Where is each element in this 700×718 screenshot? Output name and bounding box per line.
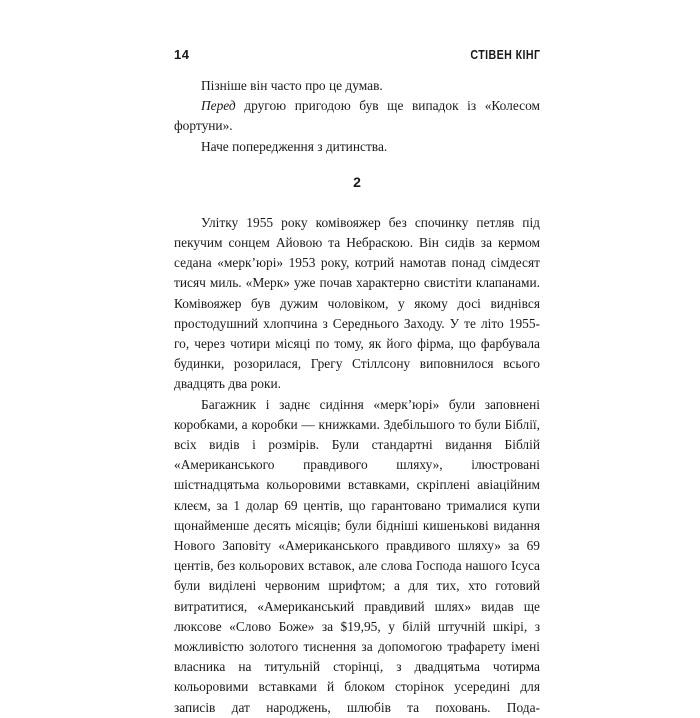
intro-paragraph-1: Пізніше він часто про це думав. (201, 78, 383, 93)
chapter-paragraph-1: Улітку 1955 року комівояжер без спочинку петляв під пекучим сонцем Айовою та Небраскою. Він сидів за кермом седана «мерк’юрі» 1953 року, котрий намотав понад сімдесят тисяч миль. «Мерк» уже почав характерно свистіти клапанами. Комівояжер був дужим чоловіком, у якому досі виднівся простодушний хлопчина з Середнього Заходу. У те літо 1955-го, через чотири місяці по тому, як його фірма, що фарбувала будинки, розорилася, Грегу Стіллсону виповнилося всього двадцять два роки. (174, 214, 540, 392)
book-page (174, 40, 540, 715)
page-number: 14 (174, 47, 190, 62)
body-text (174, 76, 540, 718)
intro-paragraph-2-text: другою пригодою був ще випадок із «Колесом фортуни». (174, 98, 540, 134)
section-number: 2 (353, 173, 361, 190)
author-name: СТІВЕН КІНГ (469, 47, 540, 62)
running-head (174, 47, 540, 67)
intro-paragraph-3: Наче попередження з дитинства. (201, 138, 388, 154)
italic-word: Перед (201, 98, 236, 114)
intro-paragraph-2 (174, 96, 540, 136)
chapter-paragraph-2: Багажник і заднє сидіння «мерк’юрі» були заповнені коробками, а коробки — книжками. Здебільшого то були Біблії, всіх видів і розмірів. Були стандартні видання Біблій «Американського правдивого шляху», ілюстровані шістнадцятьма кольоровими вставками, скріплені авіаційним клеєм, за 1 долар 69 центів, що гарантовано трималися купи щонайменше десять місяців; були бідніші кишенькові видання Нового Заповіту «Американського правдивого шляху» за 69 центів, без кольорових вставок, але слова Господа нашого Ісуса були виділені червоним шрифтом; а для тих, хто готовий витратитися, «Американський правдивий шлях» видав ще люксове «Слово Боже» за $19,95, у білій штучній шкірі, з можливістю золотого тиснення за допомогою трафарету імені власника на титульній сторінці, з двадцятьма чотирма кольоровими вставками й блоком сторінок усередині для записів дат народжень, шлюбів та поховань. Пода- (174, 396, 540, 715)
